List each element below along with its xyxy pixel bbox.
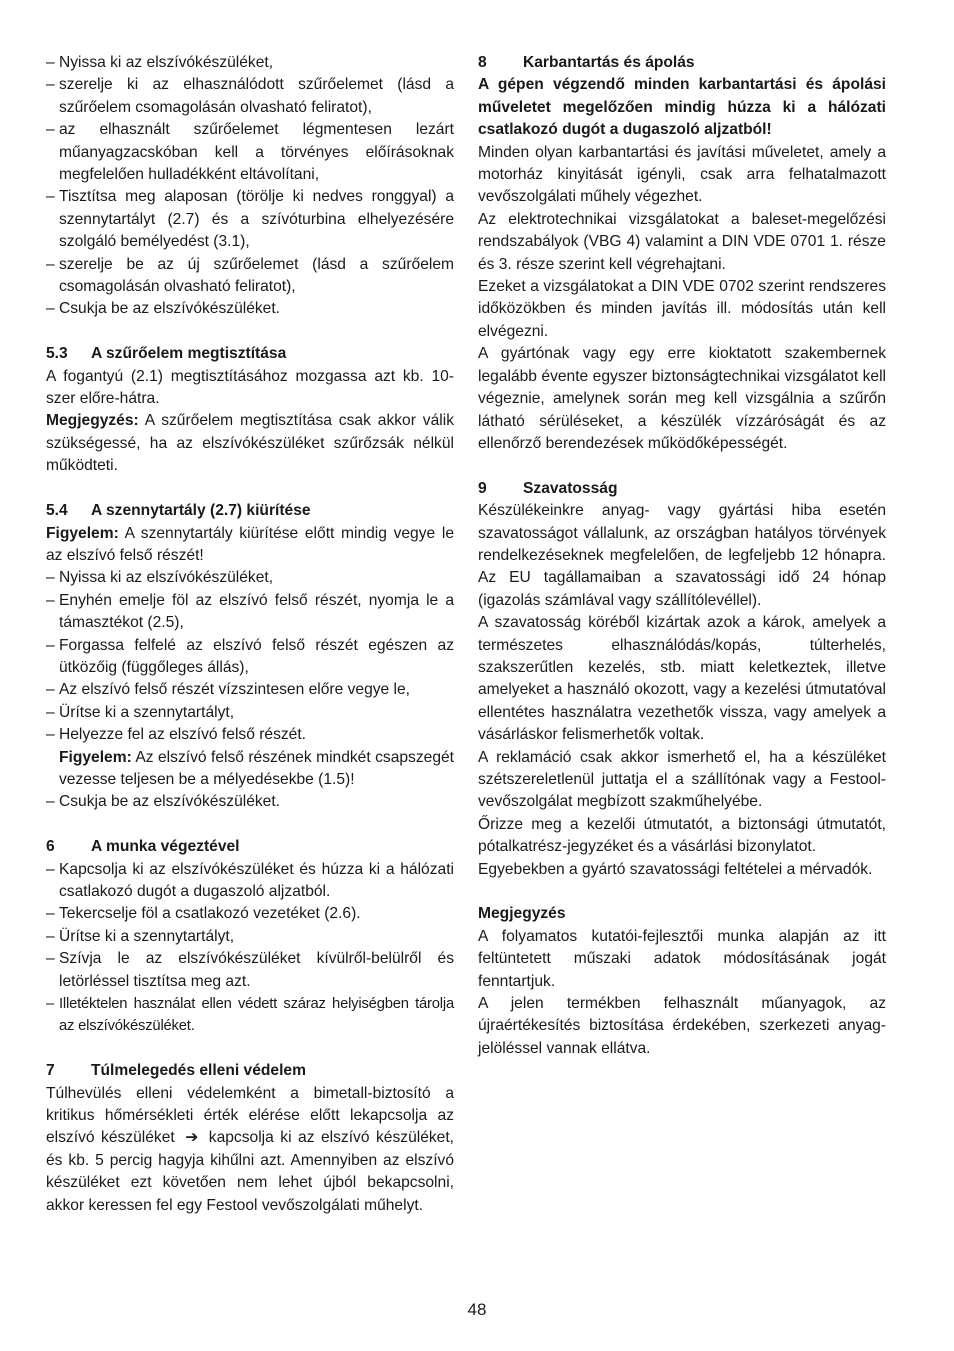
warning-text: A szennytartály kiürítése előtt mindig vegye le az elszívó felső részét! xyxy=(46,524,454,564)
paragraph: Ezeket a vizsgálatokat a DIN VDE 0702 szerint rendszeres időközökben és minden javítás ill. módosítás után kell elvégezni. xyxy=(478,278,886,340)
paragraph-text: Túlhevülés elleni védelemként a bimetall-biztosító a kritikus hőmérsékleti érték elérése előtt lekapcsolja az elszívó készüléket xyxy=(46,1084,454,1147)
warning-label: Figyelem: xyxy=(59,748,132,766)
note-heading: Megjegyzés xyxy=(478,905,566,923)
section-heading-8 xyxy=(478,52,886,74)
section-number: 5.3 xyxy=(46,345,68,363)
note-paragraph xyxy=(46,410,454,477)
list-item: – szerelje be az új szűrőelemet (lásd a szűrőelem csomagolásán olvasható feliratot), xyxy=(46,254,454,299)
list-item: – Az elszívó felső részét vízszintesen előre vegye le, xyxy=(46,679,454,701)
paragraph: A folyamatos kutatói-fejlesztői munka alapján az itt feltüntetett műszaki adatok módosításának jogát fenntartjuk. xyxy=(478,927,886,990)
section-title: Szavatosság xyxy=(523,479,618,497)
arrow-right-icon: ➔ xyxy=(185,1129,199,1147)
paragraph: Egyebekben a gyártó szavatossági feltételei a mérvadók. xyxy=(478,860,873,878)
list-item: – Kapcsolja ki az elszívókészüléket és húzza ki a hálózati csatlakozó dugót a dugaszoló aljzatból. xyxy=(46,859,454,904)
list-item: – Csukja be az elszívókészüléket. xyxy=(46,298,454,320)
paragraph: A reklamáció csak akkor ismerhető el, ha a készüléket szétszereletlenül juttatja el a szállítónak vagy a Festool-vevőszolgálat megbízott szakműhelyébe. xyxy=(478,748,886,811)
section-number: 8 xyxy=(478,54,487,71)
list-item: – az elhasznált szűrőelemet légmentesen lezárt műanyagzacskóban kell a törvényes előírásoknak megfelelően hulladékként eltávolítani, xyxy=(46,119,454,186)
list-item: – Ürítse ki a szennytartályt, xyxy=(46,702,454,724)
list-item: – szerelje ki az elhasználódott szűrőelemet (lásd a szűrőelem csomagolásán olvasható feliratot), xyxy=(46,74,454,119)
section-title: Túlmelegedés elleni védelem xyxy=(91,1062,306,1080)
list-item: – Csukja be az elszívókészüléket. xyxy=(46,791,454,813)
section-number: 5.4 xyxy=(46,502,68,520)
warning-paragraph xyxy=(46,523,454,568)
paragraph: A jelen termékben felhasznált műanyagok, az újraértékesítés biztosítása érdekében, szerkezeti anyag-jelöléssel vannak ellátva. xyxy=(478,995,886,1057)
section-heading-6 xyxy=(46,836,454,858)
list-item: – Szívja le az elszívókészüléket kívülről-belülről és letörléssel tisztítsa meg azt. xyxy=(46,948,454,993)
section-number: 9 xyxy=(478,479,487,497)
list-item: – Tekercselje föl a csatlakozó vezetéket (2.6). xyxy=(46,903,454,925)
list-item: – Nyissa ki az elszívókészüléket, xyxy=(46,52,454,74)
warning-paragraph: A gépen végzendő minden karbantartási és ápolási műveletet megelőzően mindig húzza ki a hálózati csatlakozó dugót a dugaszoló aljzatból! xyxy=(478,76,886,139)
inner-warning xyxy=(46,747,454,792)
section-heading-7 xyxy=(46,1060,454,1082)
paragraph: A gyártónak vagy egy erre kioktatott szakembernek legalább évente egyszer biztonságtechnikai vizsgálatot kell végeznie, amelynek során meg kell vizsgálnia a szűrőn látható sérüléseket, a készülék vízzáróságát és az ellenőrző berendezések működőképességét. xyxy=(478,345,886,452)
section-number: 6 xyxy=(46,838,55,856)
paragraph: Az elektrotechnikai vizsgálatokat a baleset-megelőzési rendszabályok (VBG 4) valamint a DIN VDE 0701 1. része és 3. része szerint kell végrehajtani. xyxy=(478,210,886,273)
list-item: – Helyezze fel az elszívó felső részét. xyxy=(46,724,454,746)
section-title: A munka végeztével xyxy=(91,838,240,856)
list-item: – Nyissa ki az elszívókészüléket, xyxy=(46,567,454,589)
note-text: A szűrőelem megtisztítása csak akkor válik szükségessé, ha az elszívókészüléket szűrőzsák nélkül működteti. xyxy=(46,412,454,475)
paragraph: A fogantyú (2.1) megtisztításához mozgassa azt kb. 10-szer előre-hátra. xyxy=(46,367,454,408)
section-title: A szennytartály (2.7) kiürítése xyxy=(91,502,311,520)
warning-label: Figyelem: xyxy=(46,524,119,542)
left-column xyxy=(46,52,454,1217)
section-title: A szűrőelem megtisztítása xyxy=(91,345,287,363)
list-item: – Tisztítsa meg alaposan (törölje ki nedves ronggyal) a szennytartályt (2.7) és a szívóturbina elhelyezésére szolgáló bemélyedést (3.1), xyxy=(46,186,454,253)
list-item: – Illetéktelen használat ellen védett száraz helyiségben tárolja az elszívókészüléket. xyxy=(46,993,454,1038)
section-heading-5-3 xyxy=(46,343,454,365)
section-heading-5-4 xyxy=(46,500,454,522)
list-item: – Enyhén emelje föl az elszívó felső részét, nyomja le a támasztékot (2.5), xyxy=(46,590,454,635)
paragraph xyxy=(46,1083,454,1217)
list-item: – Forgassa felfelé az elszívó felső részét egészen az ütközőig (függőleges állás), xyxy=(46,635,454,680)
paragraph: Minden olyan karbantartási és javítási műveletet, amely a motorház kinyitását igényli, csak arra felhatalmazott vevőszolgálati műhely végezhet. xyxy=(478,143,886,206)
note-label: Megjegyzés: xyxy=(46,412,139,430)
paragraph: A szavatosság köréből kizártak azok a károk, amelyek a természetes elhasználódás/kopás, túlterhelés, szakszerűtlen kezelés, stb. miatt keletkeztek, illetve amelyeket a használó okozott, vagy a kezelési útmutatóval ellentétes használatra vezethetők vissza, vagy amelyek a vásárláskor felismerhetők voltak. xyxy=(478,614,886,744)
warning-text: Az elszívó felső részének mindkét csapszegét vezesse teljesen be a mélyedésekbe (1.5)! xyxy=(59,748,454,788)
section-heading-9 xyxy=(478,478,886,500)
list-item: – Ürítse ki a szennytartályt, xyxy=(46,926,454,948)
section-number: 7 xyxy=(46,1062,55,1080)
section-title: Karbantartás és ápolás xyxy=(523,54,695,71)
paragraph-text: kapcsolja ki az elszívó készüléket, és kb. 5 percig hagyja kihűlni azt. Amennyiben az elszívó készüléket ezt követően nem lehet újból bekapcsolni, akkor keressen fel egy Festool vevőszolgálati műhelyt. xyxy=(46,1129,455,1214)
paragraph: Őrizze meg a kezelői útmutatót, a biztonsági útmutatót, pótalkatrész-jegyzéket és a vásárlási bizonylatot. xyxy=(478,815,886,856)
page-number: 48 xyxy=(467,1300,487,1319)
paragraph: Készülékeinkre anyag- vagy gyártási hiba esetén szavatosságot vállalunk, az országban hatályos törvények rendelkezéseknek megfelelően, de legfeljebb 12 hónapra. Az EU tagállamaiban a szavatossági idő 24 hónap (igazolás számlával vagy szállítólevéllel). xyxy=(478,502,886,609)
right-column xyxy=(478,52,886,1060)
